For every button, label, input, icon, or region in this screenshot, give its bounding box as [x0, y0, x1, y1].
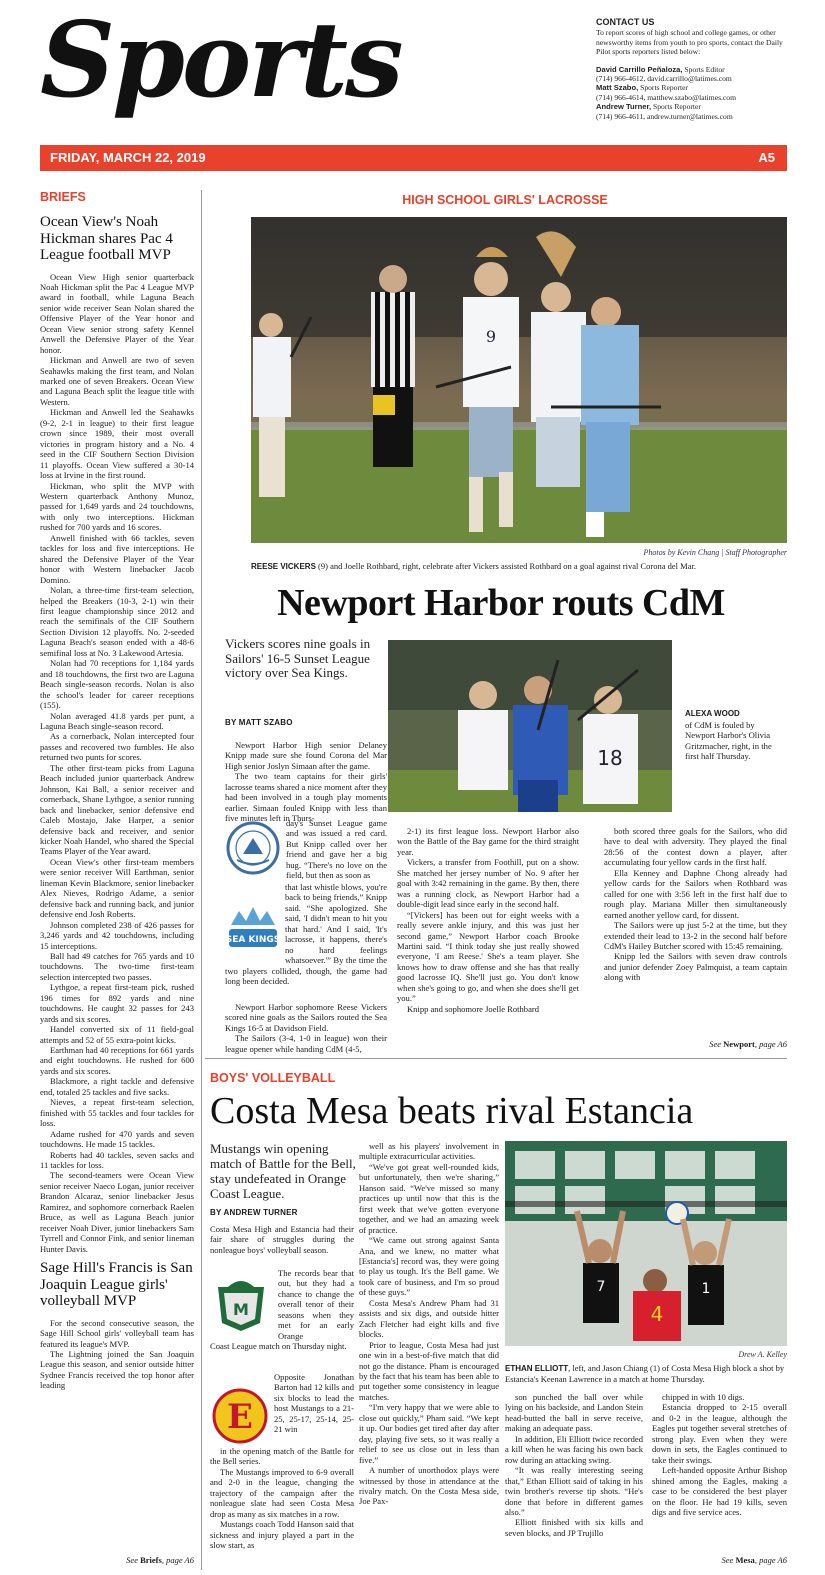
paragraph: Nolan averaged 41.8 yards per punt, a Laguna Beach single-season record.: [40, 710, 194, 731]
svg-text:9: 9: [485, 327, 497, 346]
volleyball-photo: [505, 1141, 787, 1346]
paragraph: Estancia dropped to 2-15 overall and 0-2 in the league, although the Eagles put together several stretches of strong play. Even when they were down in sets, the Eagles continued to take their swings.: [652, 1402, 787, 1465]
paragraph: Roberts had 40 tackles, seven sacks and 11 tackles for loss.: [40, 1149, 194, 1171]
paragraph: Elliott finished with six kills and seven blocks, and JP Trujillo: [505, 1517, 643, 1538]
volleyball-col-1-wrap-2: Opposite Jonathan Barton had 12 kills and six blocks to lead the host Mustangs to a 21-25, 25-17, 25-14, 25-21 win: [274, 1372, 354, 1435]
paragraph: “[Vickers] has been out for eight weeks with a really severe ankle injury, and this was just her second game,” Newport Harbor coach Brooke Martini said. “I think today she just really showed everyone, 'I am Reese.' She's a team player. She knows how to draw offense and she has that really good lacrosse IQ. She'll just go. You don't know when she's going to go, and when she does she'll get you.”: [397, 909, 579, 1004]
paragraph: Knipp led the Sailors with seven draw controls and junior defender Zoey Palmquist, a team captain along with: [604, 951, 787, 983]
paragraph: Mustangs coach Todd Hanson said that sickness and injury played a part in the slow start, as: [210, 1519, 354, 1551]
contact-line: (714) 966-4612, david.carrillo@latimes.com: [596, 74, 732, 84]
volleyball-byline: BY ANDREW TURNER: [210, 1208, 298, 1217]
contact-box: [596, 18, 796, 121]
volleyball-col-1-wrap-full: Coast League match on Thursday night.: [210, 1341, 347, 1351]
paragraph: Costa Mesa's Andrew Pham had 31 assists and six digs, and outside hitter Zach Fletcher had eight kills and five blocks.: [359, 1297, 499, 1340]
paragraph: The Mustangs improved to 6-9 overall and 2-0 in the league, changing the trajectory of the campaign after the nonleague slate had seen Costa Mesa drop as many as six matches in a row.: [210, 1466, 354, 1519]
svg-text:18: 18: [597, 746, 623, 770]
newport-harbor-logo-icon: [225, 818, 281, 880]
briefs-kicker: BRIEFS: [40, 190, 86, 204]
paragraph: The two team captains for their girls' lacrosse teams shared a nice moment after they had been involved in a tough play moments earlier. Simaan fouled Knipp with less than five minutes left in Thurs-: [225, 771, 387, 824]
newport-harbor-logo: [225, 818, 281, 880]
paragraph: Nieves, a repeat first-team selection, finished with 55 tackles and four tackles for loss.: [40, 1097, 194, 1129]
paragraph: Nolan had 70 receptions for 1,184 yards and 18 touchdowns, the first two are Laguna Beach single-season records. Nolan is also the school's leader for career receptions (155).: [40, 658, 194, 711]
paragraph: Ocean View's other first-team members were senior receiver Will Earthman, senior lineman Kevin Blackmore, senior linebacker Alex Nieves, Rodrigo Adame, a senior defensive back and running back, and junior defensive end Josh Roberts.: [40, 856, 194, 920]
lacrosse-col-1-wrap-2: that last whistle blows, you're back to being friends,” Knipp said. “She apologized. She said, 'I didn't mean to hit you that hard.' And I said, 'It's lacrosse, it happens, there's no hard feelings whatsoever.'” By the time the two players collided, though, the game had long been decided.: [225, 882, 387, 987]
paragraph: son punched the ball over while lying on his backside, and Landon Stein head-butted the ball in serve receive, making an adequate pass.: [505, 1392, 643, 1434]
svg-text:E: E: [227, 1397, 253, 1437]
paragraph: Johnson completed 238 of 426 passes for 3,246 yards and 42 touchdowns, including 15 interceptions.: [40, 919, 194, 951]
volleyball-col-4: [652, 1392, 787, 1517]
paragraph: “It was really interesting seeing that,” Ethan Elliott said of taking in his twin brother's reverse tip shots. “He's done that before in different games also.”: [505, 1465, 643, 1517]
costa-mesa-logo: [212, 1273, 270, 1333]
contact-intro: To report scores of high school and college games, or other newsworthy items from youth to pro sports, contact the Daily Pilot sports reporters listed below:: [596, 28, 783, 57]
volleyball-col-1-wrap: The records bear that out, but they had a chance to change the overall tenor of their seasons when they met for an early Orange: [278, 1268, 354, 1341]
briefs-jump[interactable]: See Briefs, page A6: [126, 1555, 194, 1565]
contact-line: (714) 966-4611, andrew.turner@latimes.com: [596, 111, 733, 121]
paragraph: Lythgoe, a repeat first-team pick, rushed 196 times for 892 yards and nine touchdowns. He caught 32 passes for 243 yards and six scores.: [40, 982, 194, 1024]
column-divider: [201, 190, 202, 1570]
paragraph: “We've got great well-rounded kids, but unfortunately, then we're sharing,” Hanson said. “We've missed so many practices up until now that this is the first week that we've gotten everyone together, and we had an amazing week of practice.: [359, 1161, 499, 1235]
svg-text:4: 4: [650, 1302, 664, 1326]
lacrosse-col-3: [604, 826, 787, 983]
paragraph: Ocean View High senior quarterback Noah Hickman split the Pac 4 League MVP award in football, while Laguna Beach senior wide receiver Sean Nolan shared the Offensive Player of the Year honor and Ocean View senior strong safety Kennel Anwell the Defensive Player of the Year honor.: [40, 271, 194, 355]
estancia-logo-icon: [212, 1388, 268, 1444]
paragraph: Knipp and sophomore Joelle Rothbard: [407, 1003, 539, 1014]
lacrosse-photo-caption: REESE VICKERS (9) and Joelle Rothbard, right, celebrate after Vickers assisted Rothbard on a goal against rival Corona del Mar.: [251, 561, 696, 571]
lacrosse-foul-image: [388, 640, 672, 812]
lacrosse-byline: BY MATT SZABO: [225, 718, 293, 727]
brief-headline-1: Ocean View's Noah Hickman shares Pac 4 League football MVP: [40, 214, 173, 263]
paragraph: Newport Harbor High senior Delaney Knipp made sure she found Corona del Mar High senior Joslyn Simaan after the game.: [225, 740, 387, 771]
svg-text:1: 1: [701, 1281, 711, 1297]
svg-text:7: 7: [596, 1279, 606, 1295]
estancia-logo: [212, 1388, 268, 1444]
paragraph: Left-handed opposite Arthur Bishop shined among the Eagles, making a case to be considered the best player on the floor. He had 19 kills, seven digs and five service aces.: [652, 1465, 787, 1517]
volleyball-photo-caption: ETHAN ELLIOTT, left, and Jason Chiang (1) of Costa Mesa High block a shot by Estancia's Keenan Lawrence in a match at home Thursday.: [505, 1363, 785, 1384]
paragraph: Ball had 49 catches for 765 yards and 10 touchdowns. The two-time first-team selection intercepted two passes.: [40, 950, 194, 982]
volleyball-col-2: [359, 1141, 499, 1507]
svg-text:SEA KINGS: SEA KINGS: [225, 935, 281, 945]
date-bar: [40, 145, 787, 171]
paragraph: Anwell finished with 66 tackles, seven tackles for loss and five interceptions. He shared the Defensive Player of the Year honor with Western linebacker Jacob Domino.: [40, 532, 194, 585]
lacrosse-col-1-rest: [225, 1002, 387, 1054]
paragraph: Handel converted six of 11 field-goal attempts and 52 of 55 extra-point kicks.: [40, 1024, 194, 1045]
paragraph: The Sailors were up just 5-2 at the time, but they extended their lead to 13-2 in the second half before CdM's Hailey Butcher scored with 15:45 remaining.: [604, 920, 787, 951]
paragraph: Nolan, a three-time first-team selection, helped the Breakers (10-3, 2-1) win their first league championship since 2012 and reach the semifinals of the CIF Southern Section Division 12 playoffs. No. 2-seeded Laguna Beach's season ended with a 48-6 semifinal loss at No. 3 Lakewood Artesia.: [40, 585, 194, 658]
paragraph: both scored three goals for the Sailors, who did have to deal with adversity. They played the final 28:56 of the contest down a player, after accumulating four yellow cards in the first half.: [604, 826, 787, 868]
paragraph: Vickers, a transfer from Foothill, put on a show. She matched her jersey number of No. 9 after her goal with 3:42 remaining in the game. By then, there was a running clock, as Newport Harbor had a double-digit lead since early in the second half.: [397, 857, 579, 910]
contact-person: Matt Szabo, Sports Reporter: [596, 83, 688, 93]
paragraph: The second-teamers were Ocean View senior receiver Naeco Logan, junior receiver Brandon Alcaraz, senior linebacker Jesus Ramirez, and sophomore cornerback Raelen Bruce, as well as Laguna Beach junior receiver Noah Diver, junior linebackers Sam Tyrrell and Connor Fink, and senior lineman Hunter Davis.: [40, 1170, 194, 1254]
volleyball-col-1-rest: [210, 1446, 354, 1551]
paragraph: in the opening match of the Battle for the Bell series.: [210, 1446, 354, 1467]
paragraph: For the second consecutive season, the Sage Hill School girls' volleyball team has featured its league's MVP.: [40, 1317, 194, 1349]
brief-headline-2: Sage Hill's Francis is San Joaquin League girls' volleyball MVP: [40, 1260, 193, 1310]
page-number: A5: [758, 150, 775, 165]
paragraph: The other first-team picks from Laguna Beach included junior quarterback Andrew Johnson, Kai Ball, a senior receiver and cornerback, Shane Lythgoe, a senior running back and linebacker, senior defensive end Caleb Mostajo, Jake Harper, a senior defensive back and receiver, and senior kicker Noah Handel, who shared the Special Teams Player of the Year award.: [40, 762, 194, 857]
section-title: Sports: [40, 0, 401, 121]
volleyball-col-1-top: Costa Mesa High and Estancia had their fair share of struggles during the nonleague boys' volleyball season.: [210, 1224, 354, 1255]
lacrosse-col-2: [397, 826, 579, 1014]
lacrosse-celebration-image: [251, 217, 787, 543]
contact-person: Andrew Turner, Sports Reporter: [596, 102, 701, 112]
costa-mesa-logo-icon: [212, 1273, 270, 1333]
paragraph: As a cornerback, Nolan intercepted four passes and recovered two fumbles. He also returned two punts for scores.: [40, 731, 194, 763]
contact-line: (714) 966-4614, matthew.szabo@latimes.com: [596, 92, 736, 102]
volleyball-photo-credit: Drew A. Kelley: [738, 1350, 787, 1359]
lacrosse-col-1-top: [225, 740, 387, 824]
briefs-column: [40, 190, 194, 1391]
volleyball-deck: Mustangs win opening match of Battle for the Bell, stay undefeated in Orange Coast League.: [210, 1141, 356, 1201]
paragraph: well as his players' involvement in multiple extracurricular activities.: [359, 1141, 499, 1162]
volleyball-jump[interactable]: See Mesa, page A6: [721, 1555, 787, 1565]
paragraph: Blackmore, a right tackle and defensive end, totaled 25 tackles and five sacks.: [40, 1076, 194, 1097]
paragraph: Hickman and Anwell are two of seven Seahawks making the first team, and Nolan marked one of seven Breakers. Ocean View and Laguna Beach split the league title with Western.: [40, 355, 194, 407]
lacrosse-photo-2: [388, 640, 672, 812]
paragraph: The Lightning joined the San Joaquin League this season, and senior outside hitter Sydnee Francis received the top honor after leading: [40, 1348, 194, 1391]
section-divider: [205, 1058, 787, 1059]
paragraph: Ella Kenney and Daphne Chong already had yellow cards for the Sailors when Rothbard was called for one with 3:56 left in the first half due to rough play. Mariana Miller then simultaneously earned another yellow card, for dissent.: [604, 867, 787, 920]
paragraph: Prior to league, Costa Mesa had just one win in a best-of-five match that did not go the distance. Pham is encouraged by the fact that his team has been able to put together some consistency in league matches.: [359, 1339, 499, 1402]
paragraph: Earthman had 40 receptions for 661 yards and eight touchdowns. He rushed for 600 yards and six scores.: [40, 1045, 194, 1076]
lacrosse-deck: Vickers scores nine goals in Sailors' 16-5 Sunset League victory over Sea Kings.: [225, 636, 371, 680]
paragraph: chipped in with 10 digs.: [662, 1392, 745, 1402]
volleyball-block-image: [505, 1141, 787, 1346]
paragraph: A number of unorthodox plays were witnessed by those in attendance at the rivalry match. On the Costa Mesa side, Joe Pax-: [359, 1465, 499, 1507]
volleyball-col-3: [505, 1392, 643, 1538]
paragraph: “We came out strong against Santa Ana, and we knew, no matter what [Estancia's] record was, they were going to play us tough. It's the Bell game. We took care of business, and I'm so proud of these guys.”: [359, 1235, 499, 1298]
issue-date: FRIDAY, MARCH 22, 2019: [50, 150, 206, 165]
lacrosse-col-1-wrap: day's Sunset League game and was issued a red card. But Knipp called over her friend and gave her a big hug. “There's no love on the field, but then as soon as: [286, 818, 387, 881]
paragraph: Hickman and Anwell led the Seahawks (9-2, 2-1 in league) to their first league crown since 1989, their most overall victories in program history and a No. 4 seed in the CIF Southern Section Division 11 playoffs. Ocean View suffered a 30-14 loss at Irvine in the first round.: [40, 407, 194, 481]
lacrosse-photo-credit: Photos by Kevin Chang | Staff Photographer: [643, 548, 787, 557]
paragraph: Hickman, who split the MVP with Western quarterback Anthony Munoz, passed for 1,649 yards and 24 touchdowns, with only two interceptions. Hickman rushed for 700 yards and 16 scores.: [40, 480, 194, 533]
paragraph: Adame rushed for 470 yards and seven touchdowns. He made 15 tackles.: [40, 1128, 194, 1150]
volleyball-headline: Costa Mesa beats rival Estancia: [210, 1090, 694, 1132]
paragraph: 2-1) its first league loss. Newport Harbor also won the Battle of the Bay game for the third straight year.: [397, 826, 579, 857]
lacrosse-kicker: HIGH SCHOOL GIRLS' LACROSSE: [402, 193, 608, 207]
contact-person: David Carrillo Peñaloza, Sports Editor: [596, 64, 725, 74]
volleyball-kicker: BOYS' VOLLEYBALL: [210, 1071, 336, 1085]
lacrosse-side-caption: ALEXA WOOD of CdM is fouled by Newport Harbor's Olivia Gritzmacher, right, in the first half Thursday.: [685, 709, 772, 762]
paragraph: Newport Harbor sophomore Reese Vickers scored nine goals as the Sailors routed the Sea Kings 16-5 at Davidson Field.: [225, 1002, 387, 1033]
paragraph: The Sailors (3-4, 1-0 in league) won their league opener while handing CdM (4-5,: [225, 1033, 387, 1054]
brief-body-1: [40, 272, 194, 1255]
brief-body-2: [40, 1318, 194, 1391]
contact-heading: CONTACT US: [596, 17, 655, 27]
paragraph: “I'm very happy that we were able to close out quickly,” Pham said. “We kept it up. Our bodies get tired after day after day, playing five sets, so it was really a relief to see us close out in less than five.”: [359, 1402, 499, 1465]
lacrosse-photo-main: [251, 217, 787, 543]
lacrosse-headline: Newport Harbor routs CdM: [277, 582, 725, 624]
paragraph: In addition, Eli Elliott twice recorded a kill when he was facing his own back row during an attacking swing.: [505, 1433, 643, 1465]
svg-text:M: M: [233, 1300, 249, 1319]
lacrosse-jump[interactable]: See Newport, page A6: [709, 1039, 787, 1049]
